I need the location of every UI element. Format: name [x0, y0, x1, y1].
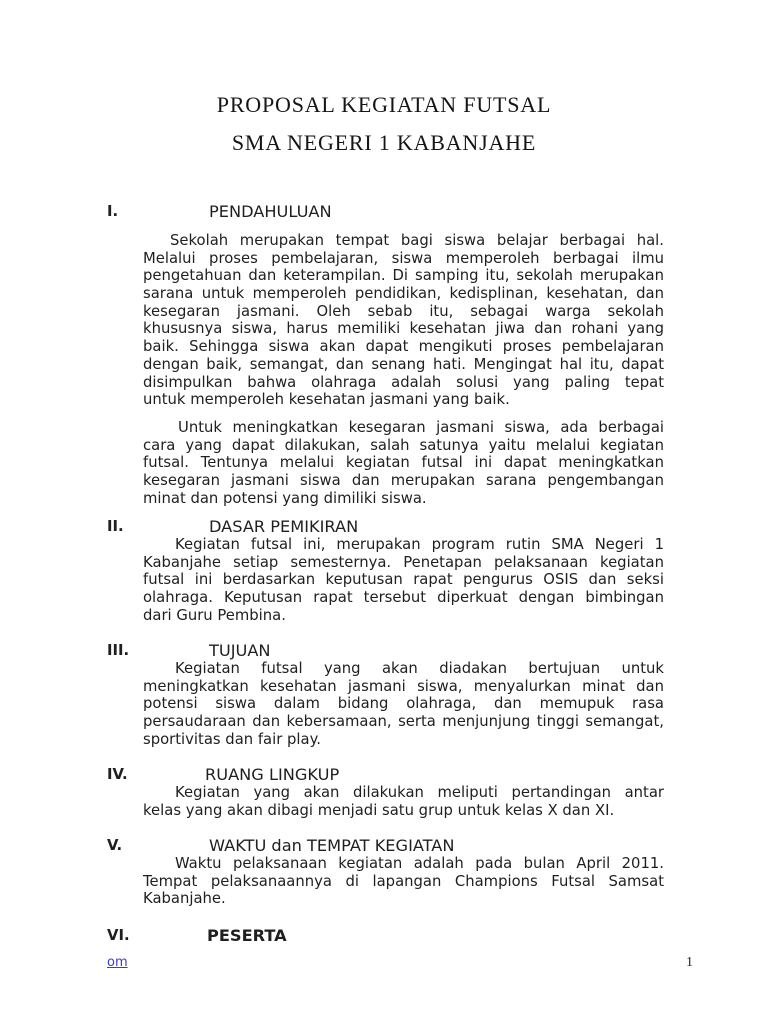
paragraph-line: meningkatkan kesehatan jasmani siswa, menyalurkan minat dan — [143, 677, 664, 695]
paragraph-line: Kabanjahe setiap semesternya. Penetapan pelaksanaan kegiatan — [143, 553, 664, 571]
paragraph-line: Melalui proses pembelajaran, siswa memperoleh berbagai ilmu — [143, 249, 664, 267]
paragraph — [143, 660, 664, 748]
paragraph-line: kesegaran jasmani siswa dan merupakan sarana pengembangan — [143, 472, 664, 490]
paragraph-line: khususnya siswa, harus memiliki kesehatan jiwa dan rohani yang — [143, 320, 664, 338]
school-name: SMA NEGERI 1 KABANJAHE — [231, 130, 537, 155]
paragraph-line: baik. Sehingga siswa akan dapat mengikuti proses pembelajaran — [143, 338, 664, 356]
section-heading — [0, 837, 768, 855]
footer-link[interactable]: om — [107, 955, 128, 970]
paragraph-line: disimpulkan bahwa olahraga adalah solusi yang paling tepat — [143, 373, 664, 391]
paragraph — [143, 232, 664, 409]
section-number: III. — [107, 642, 130, 659]
paragraph-line: Waktu pelaksanaan kegiatan adalah pada bulan April 2011. — [175, 855, 664, 872]
paragraph-line: Tempat pelaksanaannya di lapangan Champions Futsal Samsat — [143, 872, 664, 890]
paragraph — [143, 536, 664, 624]
paragraph-line: Kabanjahe. — [143, 890, 226, 908]
paragraph — [143, 784, 664, 819]
paragraph-line: Kegiatan futsal ini, merupakan program rutin SMA Negeri 1 — [175, 536, 664, 553]
section-number: V. — [107, 837, 123, 854]
section-number: I. — [107, 203, 119, 220]
paragraph-line: sarana untuk memperoleh pendidikan, kedisplinan, kesehatan, dan — [143, 285, 664, 303]
section-heading — [0, 642, 768, 660]
paragraph-line: Kegiatan yang akan dilakukan meliputi pertandingan antar — [175, 784, 664, 801]
paragraph-line: sportivitas dan fair play. — [143, 730, 321, 748]
paragraph-line: Kegiatan futsal yang akan diadakan bertujuan untuk — [175, 660, 664, 677]
document-title: PROPOSAL KEGIATAN FUTSAL — [216, 92, 552, 117]
section-title: DASAR PEMIKIRAN — [209, 517, 359, 536]
paragraph-line: cara yang dapat dilakukan, salah satunya yaitu melalui kegiatan — [143, 436, 664, 454]
section-title: TUJUAN — [209, 641, 271, 660]
section-heading — [0, 927, 768, 945]
paragraph — [143, 855, 664, 908]
paragraph-line: minat dan potensi yang dimiliki siswa. — [143, 489, 427, 507]
paragraph-line: untuk memperoleh kesehatan jasmani yang baik. — [143, 391, 510, 409]
paragraph-line: persaudaraan dan kebersamaan, serta menjunjung tinggi semangat, — [143, 713, 664, 731]
paragraph-line: dengan baik, semangat, dan senang hati. Mengingat hal itu, dapat — [143, 355, 664, 373]
paragraph-line: kelas yang akan dibagi menjadi satu grup untuk kelas X dan XI. — [143, 801, 615, 819]
paragraph — [143, 419, 664, 507]
paragraph-line: Untuk meningkatkan kesegaran jasmani siswa, ada berbagai — [178, 419, 664, 436]
section-heading — [0, 518, 768, 536]
paragraph-line: kesegaran jasmani. Oleh sebab itu, sebagai warga sekolah — [143, 302, 664, 320]
section-number: VI. — [107, 927, 130, 944]
section-title: RUANG LINGKUP — [205, 765, 340, 784]
paragraph-line: Sekolah merupakan tempat bagi siswa belajar berbagai hal. — [170, 232, 664, 249]
paragraph-line: pengetahuan dan keterampilan. Di samping itu, sekolah merupakan — [143, 267, 664, 285]
paragraph-line: olahraga. Keputusan rapat tersebut diperkuat dengan bimbingan — [143, 589, 664, 607]
section-title: PESERTA — [207, 926, 287, 945]
section-heading — [0, 203, 768, 221]
section-heading — [0, 766, 768, 784]
section-number: II. — [107, 518, 124, 535]
paragraph-line: futsal. Tentunya melalui kegiatan futsal ini dapat meningkatkan — [143, 454, 664, 472]
section-number: IV. — [107, 766, 128, 783]
paragraph-line: potensi siswa dalam bidang olahraga, dan memupuk rasa — [143, 695, 664, 713]
section-title: WAKTU dan TEMPAT KEGIATAN — [209, 836, 455, 855]
section-title: PENDAHULUAN — [209, 202, 332, 221]
paragraph-line: dari Guru Pembina. — [143, 606, 286, 624]
page-number: 1 — [686, 955, 693, 970]
paragraph-line: futsal ini berdasarkan keputusan rapat pengurus OSIS dan seksi — [143, 571, 664, 589]
